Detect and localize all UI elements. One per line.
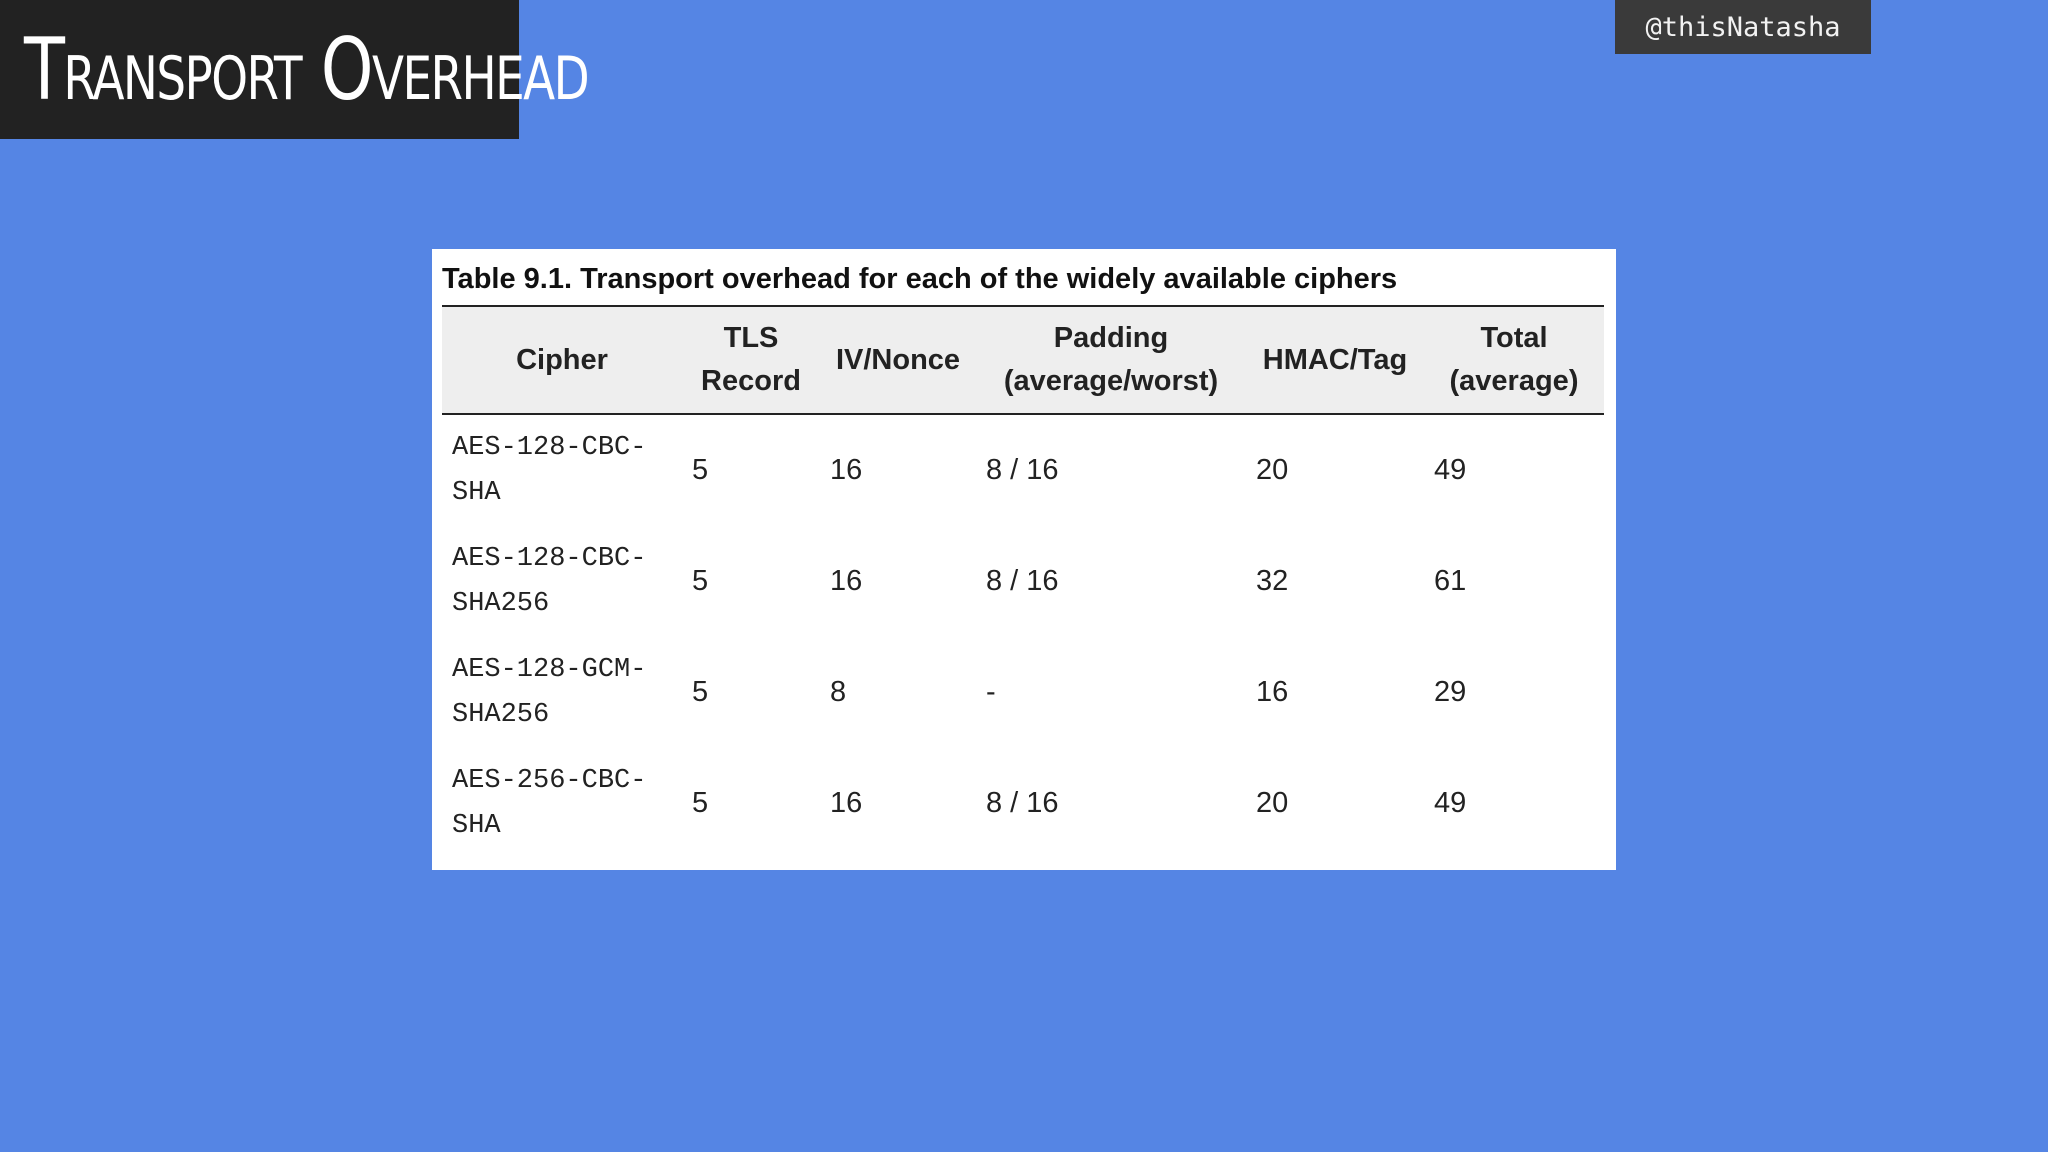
cell-total: 49 [1434,454,1467,486]
cell-tls: 5 [692,565,709,597]
header-hmac-tag [1246,306,1424,414]
table-row [442,748,1604,859]
table-body [442,414,1604,859]
cell-padding: 8 / 16 [986,454,1059,486]
cell-cipher [442,637,682,748]
header-total-text: Total [1480,322,1548,354]
cipher-line2: SHA [452,810,501,841]
cell-cipher [442,526,682,637]
header-iv-text: IV/Nonce [835,343,961,376]
header-cipher-text: Cipher [516,343,608,376]
cell-padding: - [986,676,996,708]
header-iv-nonce [820,306,976,414]
header-padding-sub-text: (average/worst) [1003,365,1219,397]
cell-hmac: 32 [1256,565,1289,597]
cell-total: 49 [1434,787,1467,819]
cipher-line1: AES-128-GCM- [452,654,647,685]
header-total-sub-text: (average) [1449,365,1579,397]
header-record-text: Record [701,365,801,397]
cell-iv: 8 [830,676,847,708]
cell-padding: 8 / 16 [986,787,1059,819]
cipher-line2: SHA256 [452,588,550,619]
cell-tls: 5 [692,787,709,819]
slide-title-box [0,0,589,139]
cell-iv: 16 [830,787,863,819]
header-padding-text: Padding [1053,322,1169,354]
table-row [442,637,1604,748]
cipher-line1: AES-256-CBC- [452,765,647,796]
cipher-line2: SHA [452,477,501,508]
header-cipher [442,306,682,414]
table-row [442,414,1604,526]
cell-tls: 5 [692,454,709,486]
cell-cipher [442,414,682,526]
transport-overhead-table [442,305,1604,859]
cell-cipher [442,748,682,859]
header-total [1424,306,1604,414]
header-padding [976,306,1246,414]
table-row [442,526,1604,637]
cell-hmac: 20 [1256,454,1289,486]
cell-hmac: 20 [1256,787,1289,819]
cipher-line1: AES-128-CBC- [452,543,647,574]
author-handle: @thisNatasha [1645,11,1841,43]
slide-title: Transport Overhead [24,19,589,120]
author-handle-box [1615,0,1871,54]
table-image-panel [432,249,1616,870]
cell-padding: 8 / 16 [986,565,1059,597]
cell-tls: 5 [692,676,709,708]
table-header-row [442,306,1604,414]
table-caption: Table 9.1. Transport overhead for each of the widely available ciphers [442,263,1398,295]
cell-total: 29 [1434,676,1467,708]
cell-hmac: 16 [1256,676,1289,708]
cipher-line1: AES-128-CBC- [452,432,647,463]
table-header [442,306,1604,414]
cell-total: 61 [1434,565,1467,597]
header-tls-text: TLS [723,322,779,354]
header-tls-record [682,306,820,414]
header-hmac-text: HMAC/Tag [1262,343,1408,376]
cell-iv: 16 [830,454,863,486]
cipher-line2: SHA256 [452,699,550,730]
cell-iv: 16 [830,565,863,597]
